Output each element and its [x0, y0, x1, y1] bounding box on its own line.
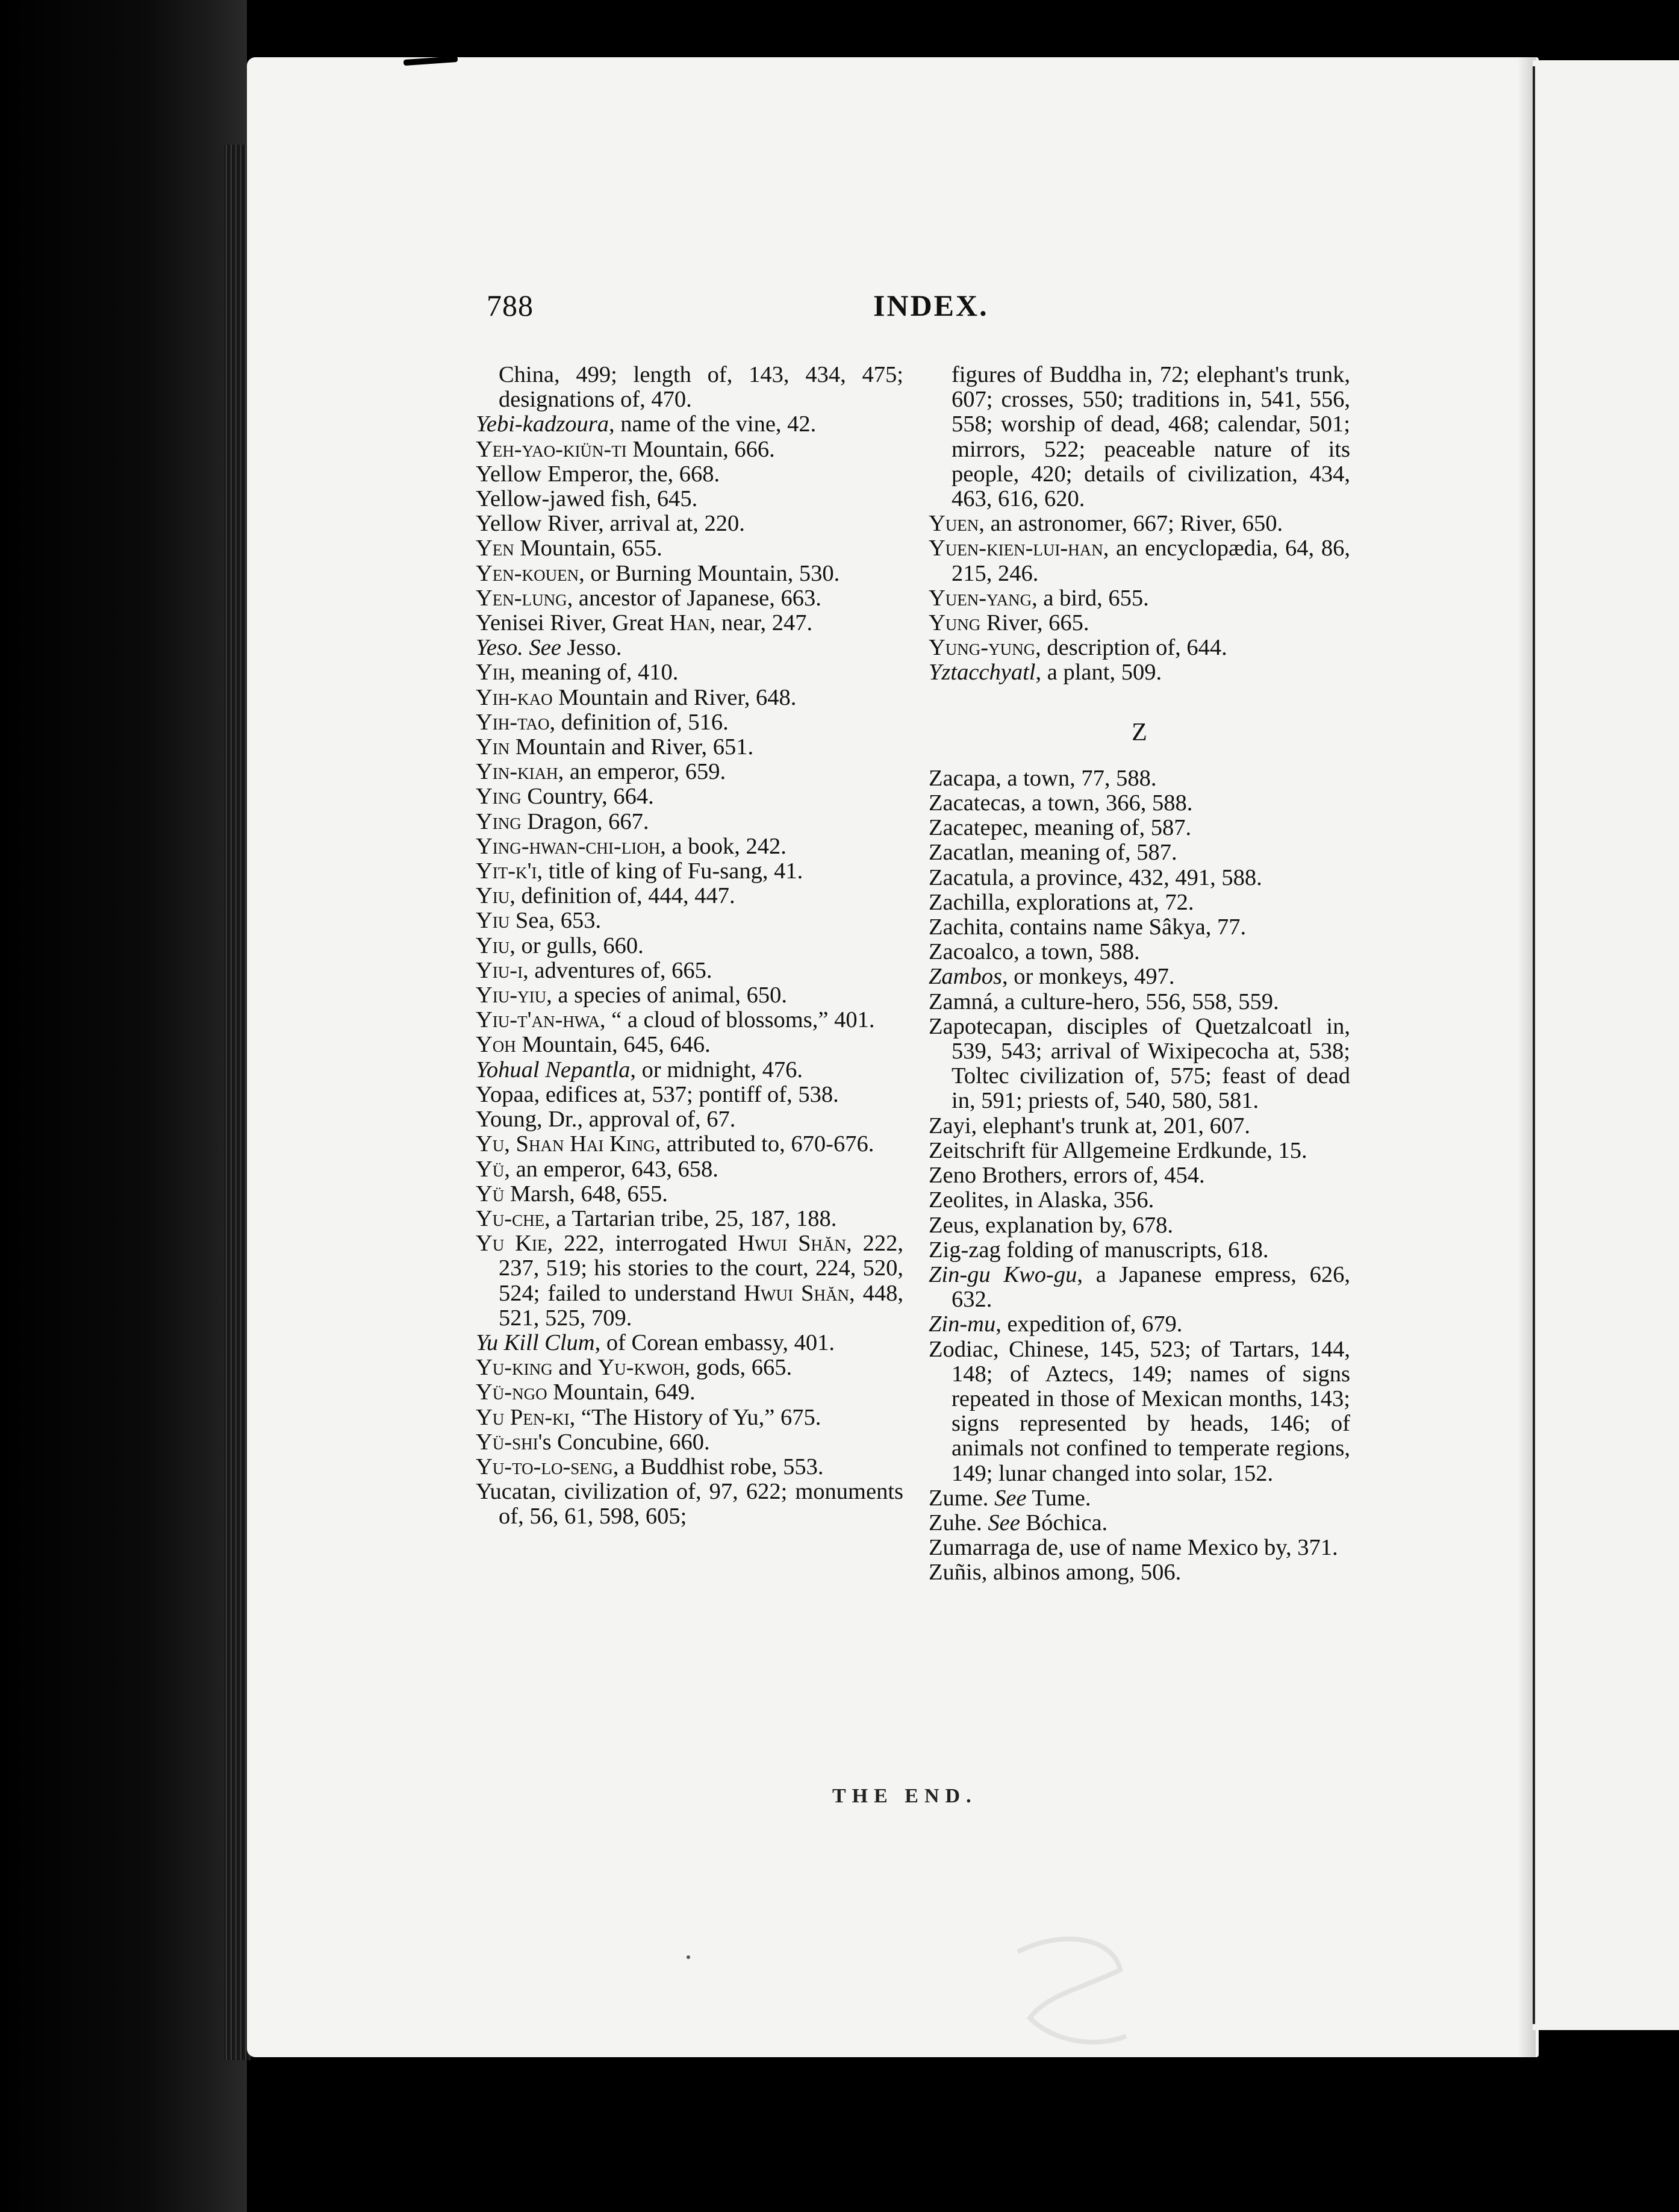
index-entry: Ying-hwan-chi-lioh, a book, 242. [476, 833, 787, 859]
index-entry: Zacoalco, a town, 588. [929, 939, 1140, 965]
index-entry: Yung-yung, description of, 644. [929, 635, 1227, 661]
index-entry: Yuen, an astronomer, 667; River, 650. [929, 511, 1283, 537]
index-entry: Yu Kie, 222, interrogated Hwui Shăn, 222, 237, 519; his stories to the court, 224, 520, 524; failed to understand Hwui Shăn, 448, 521, 525, 709. [476, 1231, 904, 1331]
index-entry: figures of Buddha in, 72; elephant's trunk, 607; crosses, 550; traditions in, 541, 556, 558; worship of dead, 468; calendar, 501; mirrors, 522; peaceable nature of its people, 420; details of civilization, 434, 463, 616, 620. [952, 362, 1350, 512]
index-entry: Zeitschrift für Allgemeine Erdkunde, 15. [929, 1137, 1307, 1163]
index-entry: Zayi, elephant's trunk at, 201, 607. [929, 1113, 1251, 1139]
index-entry: Yiu-i, adventures of, 665. [476, 957, 712, 983]
index-entry: Zin-gu Kwo-gu, a Japanese empress, 626, 632. [929, 1261, 1350, 1313]
index-entry: Yin-kiah, an emperor, 659. [476, 759, 726, 785]
index-entry: Yiu Sea, 653. [476, 908, 602, 934]
index-entry: Yü, an emperor, 643, 658. [476, 1156, 718, 1182]
index-entry: Yen Mountain, 655. [476, 536, 662, 561]
index-entry: Yebi-kadzoura, name of the vine, 42. [476, 411, 817, 437]
index-entry: Zeus, explanation by, 678. [929, 1212, 1173, 1238]
index-entry: Yü Marsh, 648, 655. [476, 1181, 668, 1207]
index-entry: Yopaa, edifices at, 537; pontiff of, 538. [476, 1081, 839, 1107]
index-entry: Zacatula, a province, 432, 491, 588. [929, 864, 1262, 890]
index-entry: Zamná, a culture-hero, 556, 558, 559. [929, 989, 1279, 1014]
index-entry: Yeso. See Jesso. [476, 635, 622, 661]
page-title: INDEX. [873, 289, 989, 322]
index-entry: Yu Pen-ki, “The History of Yu,” 675. [476, 1404, 821, 1430]
index-entry: Yohual Nepantla, or midnight, 476. [476, 1057, 803, 1083]
index-entry: Zume. See Tume. [929, 1485, 1091, 1511]
index-entry: Young, Dr., approval of, 67. [476, 1107, 736, 1133]
index-entry: Zig-zag folding of manuscripts, 618. [929, 1237, 1269, 1263]
index-column-right [929, 363, 1350, 1586]
index-entry: Ying Dragon, 667. [476, 808, 649, 834]
index-entry: Yen-kouen, or Burning Mountain, 530. [476, 560, 840, 586]
index-entry: Zuhe. See Bóchica. [929, 1510, 1108, 1536]
index-entry: Yuen-yang, a bird, 655. [929, 585, 1149, 611]
index-entry: Yoh Mountain, 645, 646. [476, 1032, 711, 1058]
index-entry: Zambos, or monkeys, 497. [929, 964, 1175, 990]
bleed-through-mark [994, 1916, 1150, 2072]
ink-speck [687, 1955, 690, 1959]
index-entry: Yuen-kien-lui-han, an encyclopædia, 64, 86, 215, 246. [929, 536, 1350, 586]
index-entry: Yen-lung, ancestor of Japanese, 663. [476, 585, 821, 611]
index-entry: Zeno Brothers, errors of, 454. [929, 1163, 1205, 1189]
index-entry: Yztacchyatl, a plant, 509. [929, 660, 1162, 686]
index-entry: Yü-shi's Concubine, 660. [476, 1429, 710, 1455]
index-entry: Yu Kill Clum, of Corean embassy, 401. [476, 1329, 835, 1355]
index-column-left [476, 363, 903, 1529]
index-entry: China, 499; length of, 143, 434, 475; designations of, 470. [499, 362, 903, 413]
section-letter: Z [1132, 718, 1147, 746]
index-entry: Yung River, 665. [929, 610, 1089, 636]
index-entry: Yu, Shan Hai King, attributed to, 670-676. [476, 1131, 874, 1157]
book-spine [0, 0, 247, 2212]
index-entry: Zacapa, a town, 77, 588. [929, 765, 1157, 791]
page-number: 788 [487, 289, 534, 322]
index-entry: Zachita, contains name Sâkya, 77. [929, 914, 1247, 940]
index-entry: Yih-kao Mountain and River, 648. [476, 684, 797, 710]
index-entry: Yih-tao, definition of, 516. [476, 709, 729, 735]
index-entry: Zumarraga de, use of name Mexico by, 371. [929, 1535, 1338, 1561]
index-entry: Yiu-yiu, a species of animal, 650. [476, 983, 787, 1008]
the-end-footer: THE END. [832, 1785, 977, 1807]
index-entry: Zacatlan, meaning of, 587. [929, 840, 1177, 866]
index-entry: Yiu, or gulls, 660. [476, 933, 644, 958]
index-entry: Zeolites, in Alaska, 356. [929, 1187, 1154, 1213]
index-entry: Ying Country, 664. [476, 784, 654, 810]
index-entry: Yeh-yao-kiün-ti Mountain, 666. [476, 436, 775, 462]
index-entry: Zacatecas, a town, 366, 588. [929, 790, 1193, 816]
index-entry: Yellow Emperor, the, 668. [476, 461, 720, 487]
index-entry: Yu-to-lo-seng, a Buddhist robe, 553. [476, 1454, 824, 1479]
index-entry: Zin-mu, expedition of, 679. [929, 1311, 1183, 1337]
facing-page-edge [1533, 66, 1535, 2024]
index-entry: Yiu-t'an-hwa, “ a cloud of blossoms,” 401. [476, 1007, 875, 1033]
index-entry: Yenisei River, Great Han, near, 247. [476, 610, 813, 636]
index-entry: Yu-che, a Tartarian tribe, 25, 187, 188. [476, 1205, 837, 1231]
index-entry: Zodiac, Chinese, 145, 523; of Tartars, 144, 148; of Aztecs, 149; names of signs repeated in those of Mexican months, 143; signs represented by heads, 146; of animals not confined to temperate regions, 149; lunar changed into solar, 152. [929, 1336, 1350, 1486]
index-entry: Yellow River, arrival at, 220. [476, 511, 745, 537]
index-entry: Yu-king and Yu-kwoh, gods, 665. [476, 1355, 793, 1381]
index-entry: Yucatan, civilization of, 97, 622; monuments of, 56, 61, 598, 605; [476, 1479, 903, 1529]
index-entry: Zuñis, albinos among, 506. [929, 1560, 1182, 1586]
index-entry: Yit-k'i, title of king of Fu-sang, 41. [476, 858, 803, 884]
index-entry: Zacatepec, meaning of, 587. [929, 815, 1192, 841]
index-entry: Zapotecapan, disciples of Quetzalcoatl in, 539, 543; arrival of Wixipecocha at, 538; Toltec civilization of, 575; feast of dead in, 591; priests of, 540, 580, 581. [929, 1013, 1350, 1114]
index-entry: Yellow-jawed fish, 645. [476, 486, 698, 512]
index-entry: Yin Mountain and River, 651. [476, 734, 754, 760]
index-entry: Yih, meaning of, 410. [476, 660, 679, 686]
facing-page [1533, 60, 1679, 2030]
index-entry: Zachilla, explorations at, 72. [929, 889, 1194, 915]
index-entry: Yiu, definition of, 444, 447. [476, 883, 735, 909]
index-entry: Yü-ngo Mountain, 649. [476, 1379, 696, 1405]
